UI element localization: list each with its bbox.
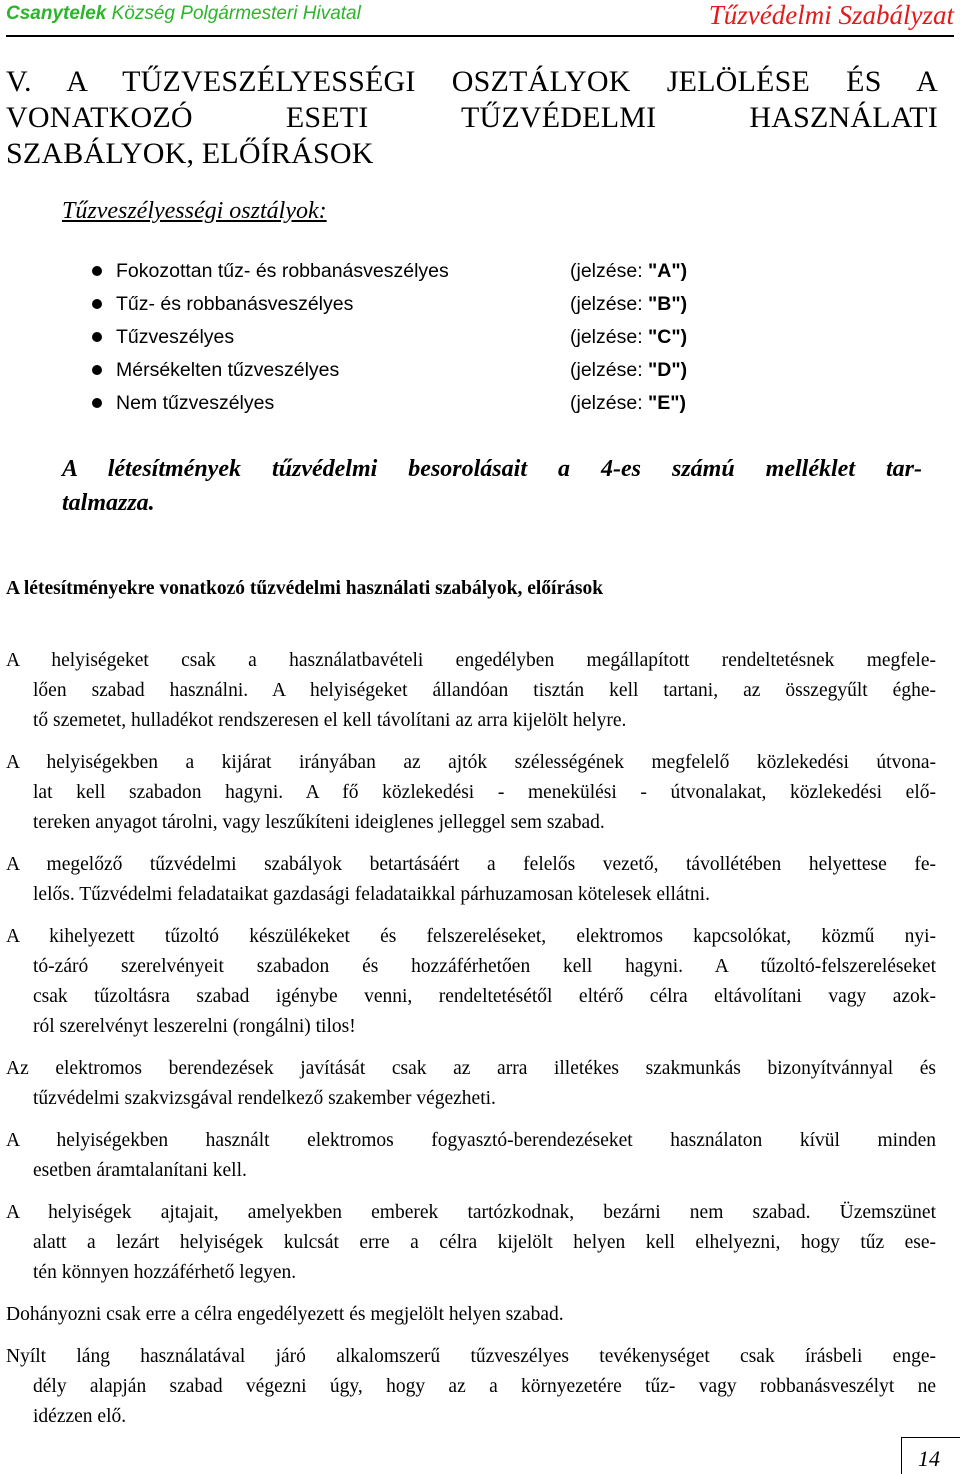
class-mark <box>570 388 686 418</box>
class-mark-letter: "E") <box>648 392 687 414</box>
paragraph <box>6 850 936 910</box>
paragraph-line: A megelőző tűzvédelmi szabályok betartásáért a felelős vezető, távollétében helyettese fe- <box>6 854 936 875</box>
list-item <box>92 256 792 289</box>
class-name: Tűzveszélyes <box>116 326 235 348</box>
note-line: A létesítmények tűzvédelmi besorolásait a 4-es számú melléklet tar- <box>62 456 922 482</box>
section-heading: A létesítményekre vonatkozó tűzvédelmi használati szabályok, előírások <box>6 578 604 599</box>
paragraph-line: esetben áramtalanítani kell. <box>33 1160 247 1181</box>
paragraph-line: tó-záró szerelvényeit szabadon és hozzáférhetően kell hagyni. A tűzoltó-felszereléseket <box>33 956 936 977</box>
page-header <box>6 0 954 36</box>
paragraph-line: lelős. Tűzvédelmi feladataikat gazdasági feladataikkal párhuzamosan kötelesek ellátni. <box>33 884 710 905</box>
rules-body <box>6 646 936 1444</box>
list-item <box>92 322 792 355</box>
class-name: Tűz- és robbanásveszélyes <box>116 293 354 315</box>
header-organization <box>6 3 361 25</box>
note-line: talmazza. <box>62 490 155 516</box>
list-item <box>92 355 792 388</box>
paragraph-line: tő szemetet, hulladékot rendszeresen el kell távolítani az arra kijelölt helyre. <box>33 710 627 731</box>
paragraph-line: ról szerelvényt leszerelni (rongálni) tilos! <box>33 1016 356 1037</box>
header-organization-bold: Csanytelek <box>6 3 107 24</box>
page-number: 14 <box>918 1446 940 1471</box>
chapter-title <box>6 64 938 172</box>
fire-class-list <box>92 256 792 421</box>
chapter-title-line: V. A TŰZVESZÉLYESSÉGI OSZTÁLYOK JELÖLÉSE ÉS A <box>6 65 938 98</box>
class-mark-prefix: (jelzése: <box>570 392 649 414</box>
paragraph <box>6 646 936 736</box>
class-mark <box>570 355 687 385</box>
paragraph-line: lően szabad használni. A helyiségeket állandóan tisztán kell tartani, az összegyűlt éghe- <box>33 680 936 701</box>
paragraph-line: lat kell szabadon hagyni. A fő közlekedési - menekülési - útvonalakat, közlekedési elő- <box>33 782 936 803</box>
paragraph-line: A helyiségeket csak a használatbavételi engedélyben megállapított rendeltetésnek megfele- <box>6 650 936 671</box>
paragraph <box>6 748 936 838</box>
class-name: Mérsékelten tűzveszélyes <box>116 359 340 381</box>
paragraph <box>6 1342 936 1432</box>
header-organization-rest: Község Polgármesteri Hivatal <box>106 3 361 24</box>
paragraph-line: Dohányozni csak erre a célra engedélyezett és megjelölt helyen szabad. <box>6 1304 564 1325</box>
paragraph <box>6 1054 936 1114</box>
chapter-title-line: VONATKOZÓ ESETI TŰZVÉDELMI HASZNÁLATI <box>6 101 938 134</box>
paragraph-line: Az elektromos berendezések javítását csak az arra illetékes szakmunkás bizonyítvánnyal és <box>6 1058 936 1079</box>
class-mark <box>570 322 687 352</box>
paragraph-line: csak tűzoltásra szabad igénybe venni, rendeltetésétől eltérő célra eltávolítani vagy azok- <box>33 986 936 1007</box>
list-item <box>92 289 792 322</box>
paragraph-line: A helyiségekben a kijárat irányában az ajtók szélességének megfelelő közlekedési útvona- <box>6 752 936 773</box>
class-mark <box>570 289 687 319</box>
classes-subheading: Tűzveszélyességi osztályok: <box>62 198 327 224</box>
paragraph-line: alatt a lezárt helyiségek kulcsát erre a célra kijelölt helyen kell elhelyezni, hogy tűz ese- <box>33 1232 936 1253</box>
paragraph-line: dély alapján szabad végezni úgy, hogy az a környezetére tűz- vagy robbanásveszélyt ne <box>33 1376 936 1397</box>
classification-note <box>62 452 922 520</box>
paragraph-line: Nyílt láng használatával járó alkalomszerű tűzveszélyes tevékenységet csak írásbeli enge- <box>6 1346 936 1367</box>
class-mark-letter: "D") <box>648 359 688 381</box>
chapter-title-line: SZABÁLYOK, ELŐÍRÁSOK <box>6 137 374 170</box>
class-mark-prefix: (jelzése: <box>570 359 649 381</box>
paragraph-line: tűzvédelmi szakvizsgával rendelkező szakember végezheti. <box>33 1088 496 1109</box>
paragraph-line: A helyiségekben használt elektromos fogyasztó-berendezéseket használaton kívül minden <box>6 1130 936 1151</box>
bullet-icon <box>92 266 102 276</box>
paragraph <box>6 1198 936 1288</box>
paragraph <box>6 1300 936 1330</box>
bullet-icon <box>92 299 102 309</box>
list-item <box>92 388 792 421</box>
class-mark-letter: "A") <box>648 260 688 282</box>
bullet-icon <box>92 332 102 342</box>
class-mark-prefix: (jelzése: <box>570 293 649 315</box>
bullet-icon <box>92 365 102 375</box>
class-name: Nem tűzveszélyes <box>116 392 275 414</box>
paragraph-line: A kihelyezett tűzoltó készülékeket és felszereléseket, elektromos kapcsolókat, közmű nyi- <box>6 926 936 947</box>
paragraph-line: idézzen elő. <box>33 1406 127 1427</box>
paragraph-line: tereken anyagot tárolni, vagy leszűkíteni ideiglenes jelleggel sem szabad. <box>33 812 605 833</box>
class-mark <box>570 256 687 286</box>
header-divider <box>6 35 954 37</box>
class-mark-letter: "C") <box>648 326 688 348</box>
paragraph <box>6 1126 936 1186</box>
bullet-icon <box>92 398 102 408</box>
class-name: Fokozottan tűz- és robbanásveszélyes <box>116 260 449 282</box>
class-mark-prefix: (jelzése: <box>570 326 649 348</box>
header-document-title: Tűzvédelmi Szabályzat <box>708 0 954 30</box>
paragraph-line: tén könnyen hozzáférhető legyen. <box>33 1262 297 1283</box>
paragraph-line: A helyiségek ajtajait, amelyekben emberek tartózkodnak, bezárni nem szabad. Üzemszünet <box>6 1202 936 1223</box>
paragraph <box>6 922 936 1042</box>
class-mark-prefix: (jelzése: <box>570 260 649 282</box>
class-mark-letter: "B") <box>648 293 688 315</box>
